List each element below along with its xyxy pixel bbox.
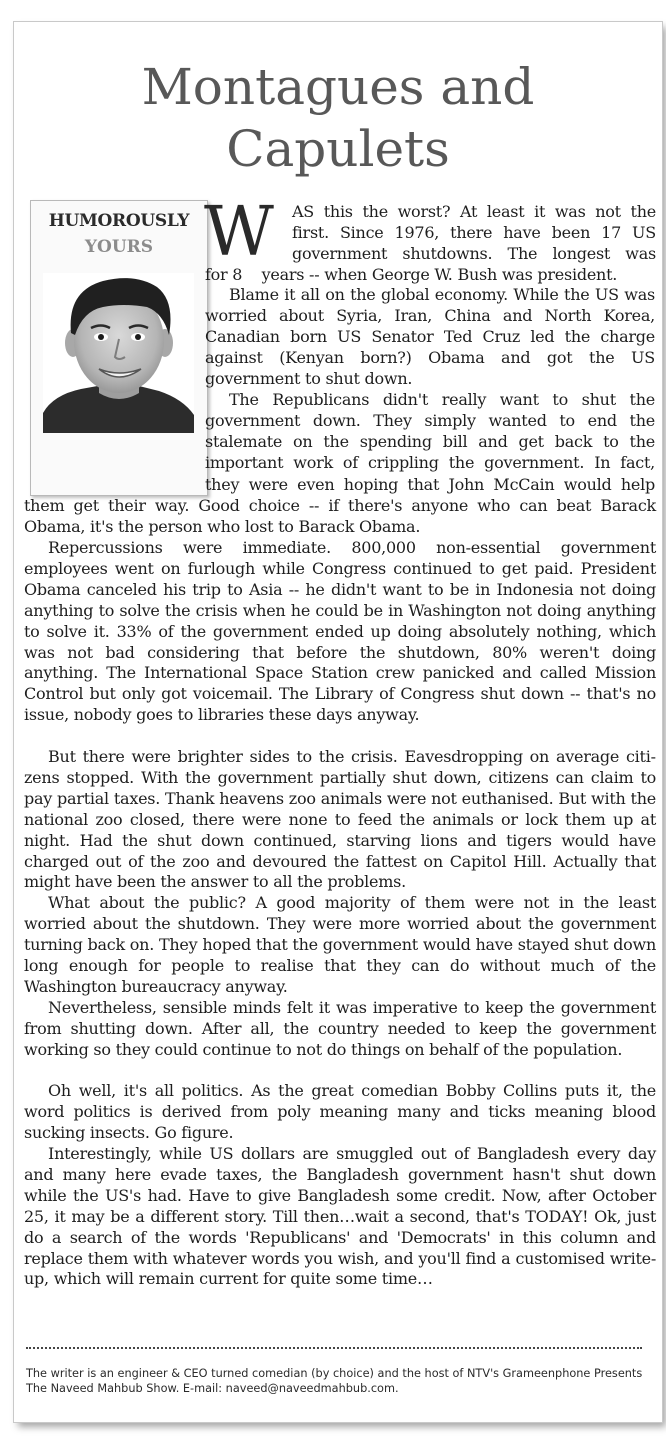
paragraph-1-line-1: AS this the worst? At least it was not the [292, 202, 656, 221]
paragraph-5: But there were brighter sides to the crisis. Eavesdropping on average citizens stopped. With the government partially shut down, citizens can claim to pay partial taxes. Thank heavens zoo animals were not euthanised. But with the national zoo closed, there were none to feed the animals or lock them up at night. Had the shut down continued, starving lions and tigers would have charged out of the zoo and devoured the fattest on Capitol Hill. Actually that might have been the answer to all the problems. [24, 747, 656, 892]
columnist-photo [43, 273, 194, 433]
paragraph-2: Blame it all on the global economy. While the US was worried about Syria, Iran, China and North Korea, Canadian born US Senator Ted Cruz led the charge against (Kenyan born?) Obama and got the US government to shut down. [205, 285, 655, 388]
paragraph-4: Repercussions were immediate. 800,000 non-essential government employees went on furlough while Congress continued to get paid. President Obama canceled his trip to Asia -- he didn't want to be in Indonesia not doing anything to solve the crisis when he could be in Washington not doing anything to solve it. 33% of the government ended up doing absolutely nothing, which was not bad considering that before the shutdown, 80% weren't doing anything. The International Space Station crew panicked and called Mission Control but only got voicemail. The Library of Congress shut down -- that's no issue, nobody goes to libraries these days anyway. [24, 538, 656, 725]
columnist-box [30, 200, 208, 496]
author-bio: The writer is an engineer & CEO turned comedian (by choice) and the host of NTV's Grameenphone Presents The Naveed Mahbub Show. E-mail: naveed@naveedmahbub.com. [26, 1367, 643, 1395]
article-title [14, 56, 662, 180]
paragraph-3-part-2: them get their way. Good choice -- if there's anyone who can beat Barack Obama, it's the person who lost to Barack Obama. [24, 496, 656, 536]
paragraph-8: Oh well, it's all politics. As the great comedian Bobby Collins puts it, the word politics is derived from poly meaning many and ticks meaning blood sucking insects. Go figure. [24, 1081, 656, 1142]
paragraph-6: What about the public? A good majority of them were not in the least worried about the shutdown. They were more worried about the government turning back on. They hoped that the government would have stayed shut down long enough for people to realise that they can do without much of the Washington bureaucracy anyway. [24, 893, 656, 996]
paragraph-3-part-1: The Republicans didn't really want to shut the government down. They simply wanted to end the stalemate on the spending bill and get back to the important work of crippling the government. In fact, [205, 390, 655, 472]
paragraph-1-line-3: government shutdowns. The longest was [292, 244, 656, 263]
footer-divider [26, 1347, 642, 1349]
drop-cap: W [204, 193, 274, 272]
title-line-2: Capulets [226, 120, 450, 178]
paragraph-1-line-2: first. Since 1976, there have been 17 US [292, 223, 656, 242]
newspaper-column [14, 22, 662, 1422]
paragraph-3-line: they were even hoping that John McCain would help [205, 475, 655, 494]
column-label: HUMOROUSLY [48, 211, 190, 231]
paragraph-1-line-4: for 8 years -- when George W. Bush was president. [205, 265, 618, 284]
paragraph-7: Nevertheless, sensible minds felt it was imperative to keep the government from shutting down. After all, the country needed to keep the government working so they could continue to not do things on behalf of the population. [24, 998, 656, 1059]
column-label-secondary: YOURS [84, 237, 154, 257]
title-line-1: Montagues and [141, 58, 535, 116]
paragraph-9: Interestingly, while US dollars are smuggled out of Bangladesh every day and many here evade taxes, the Bangladesh government hasn't shut down while the US's had. Have to give Bangladesh some credit. Now, after October 25, it may be a different story. Till then…wait a second, that's TODAY! Ok, just do a search of the words 'Republicans' and 'Democrats' in this column and replace them with whatever words you wish, and you'll find a customised write-up, which will remain current for quite some time… [24, 1144, 656, 1289]
